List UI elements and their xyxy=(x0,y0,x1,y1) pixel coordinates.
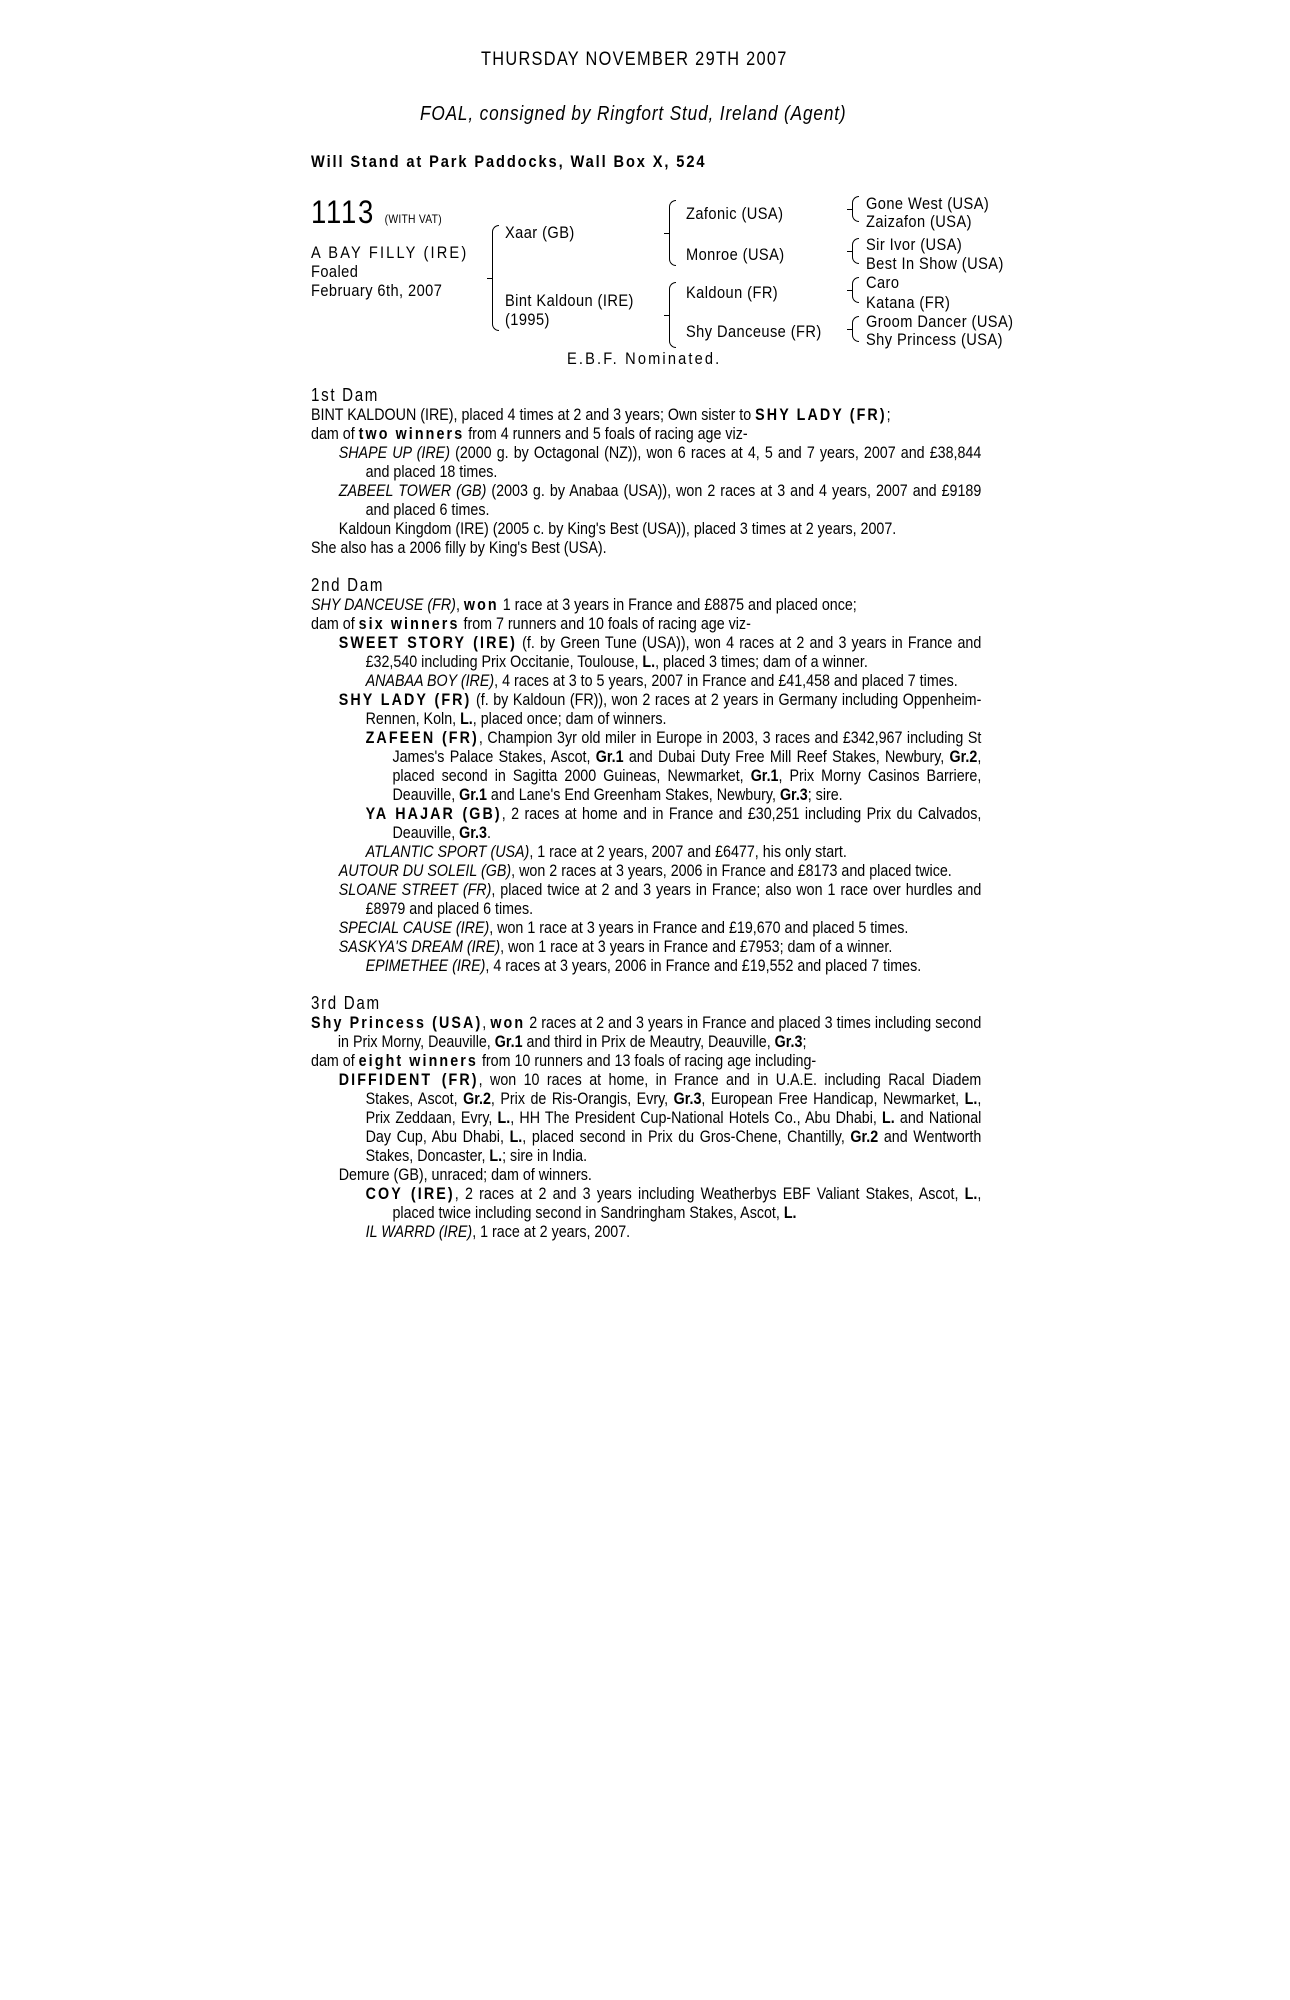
produce-anabaa-boy: ANABAA BOY (IRE), 4 races at 3 to 5 years, 2007 in France and £41,458 and placed 7 times. xyxy=(365,671,958,690)
pedigree-sire-dam: Monroe (USA) xyxy=(686,245,785,264)
pedigree-sire: Xaar (GB) xyxy=(505,223,575,242)
foaled-date: February 6th, 2007 xyxy=(311,281,443,300)
pedigree-ssd: Zaizafon (USA) xyxy=(866,212,972,231)
produce-record xyxy=(311,386,981,1241)
second-dam-heading: 2nd Dam xyxy=(311,575,385,595)
pedigree-sss: Gone West (USA) xyxy=(866,194,990,213)
second-dam-summary: dam of six winners from 7 runners and 10 foals of racing age viz- xyxy=(311,614,751,633)
produce-ya-hajar: YA HAJAR (GB), 2 races at home and in France and £30,251 including Prix du Calvados, Deauville, Gr.3. xyxy=(365,804,982,842)
produce-coy: COY (IRE), 2 races at 2 and 3 years including Weatherbys EBF Valiant Stakes, Ascot, L., placed twice including second in Sandringham Stakes, Ascot, L. xyxy=(365,1184,982,1222)
produce-shape-up: SHAPE UP (IRE) (2000 g. by Octagonal (NZ)), won 6 races at 4, 5 and 7 years, 2007 and £38,844 and placed 18 times. xyxy=(338,443,982,481)
pedigree-brace-ds xyxy=(852,277,859,303)
stand-line: Will Stand at Park Paddocks, Wall Box X, 524 xyxy=(311,152,707,171)
third-dam-summary: dam of eight winners from 10 runners and 13 foals of racing age including- xyxy=(311,1051,817,1070)
pedigree-dam-dam: Shy Danceuse (FR) xyxy=(686,322,822,341)
produce-autour-du-soleil: AUTOUR DU SOLEIL (GB), won 2 races at 3 years, 2006 in France and £8173 and placed twice. xyxy=(338,861,952,880)
pedigree-sdd: Best In Show (USA) xyxy=(866,254,1004,273)
pedigree-dds: Groom Dancer (USA) xyxy=(866,312,1014,331)
produce-zabeel-tower: ZABEEL TOWER (GB) (2003 g. by Anabaa (USA)), won 2 races at 3 and 4 years, 2007 and £9189 and placed 6 times. xyxy=(338,481,982,519)
third-dam-heading: 3rd Dam xyxy=(311,993,381,1013)
produce-il-warrd: IL WARRD (IRE), 1 race at 2 years, 2007. xyxy=(365,1222,631,1241)
pedigree-sds: Sir Ivor (USA) xyxy=(866,235,963,254)
pedigree-brace-main xyxy=(492,225,499,331)
produce-saskyas-dream: SASKYA'S DREAM (IRE), won 1 race at 3 years in France and £7953; dam of a winner. xyxy=(338,937,893,956)
produce-kaldoun-kingdom: Kaldoun Kingdom (IRE) (2005 c. by King's Best (USA)), placed 3 times at 2 years, 2007. xyxy=(338,519,897,538)
pedigree-dam-year: (1995) xyxy=(505,310,550,329)
pedigree-brace-ss xyxy=(852,196,859,222)
first-dam-line: BINT KALDOUN (IRE), placed 4 times at 2 and 3 years; Own sister to SHY LADY (FR); xyxy=(311,405,891,424)
second-dam-line: SHY DANCEUSE (FR), won 1 race at 3 years in France and £8875 and placed once; xyxy=(311,595,857,614)
pedigree-brace-dd xyxy=(852,316,859,342)
first-dam-heading: 1st Dam xyxy=(311,385,380,405)
vat-note: (WITH VAT) xyxy=(384,212,442,226)
lot-number-value: 1113 xyxy=(311,194,376,230)
ebf-nominated: E.B.F. Nominated. xyxy=(567,349,722,368)
lot-name: A BAY FILLY (IRE) xyxy=(311,243,469,262)
produce-epimethee: EPIMETHEE (IRE), 4 races at 3 years, 2006 in France and £19,552 and placed 7 times. xyxy=(365,956,922,975)
pedigree-brace-sire xyxy=(669,200,676,266)
foaled-label: Foaled xyxy=(311,262,359,281)
produce-shy-lady: SHY LADY (FR) (f. by Kaldoun (FR)), won 2 races at 2 years in Germany including Oppenheim-Rennen, Koln, L., placed once; dam of winners. xyxy=(338,690,982,728)
produce-2006-filly: She also has a 2006 filly by King's Best (USA). xyxy=(311,538,607,557)
produce-atlantic-sport: ATLANTIC SPORT (USA), 1 race at 2 years, 2007 and £6477, his only start. xyxy=(365,842,847,861)
pedigree-ddd: Shy Princess (USA) xyxy=(866,330,1003,349)
third-dam-line: Shy Princess (USA), won 2 races at 2 and 3 years in France and placed 3 times including second in Prix Morny, Deauville, Gr.1 and third in Prix de Meautry, Deauville, Gr.3; xyxy=(311,1013,982,1051)
consignor-line: FOAL, consigned by Ringfort Stud, Ireland (Agent) xyxy=(420,103,847,125)
produce-sloane-street: SLOANE STREET (FR), placed twice at 2 and 3 years in France; also won 1 race over hurdles and £8979 and placed 6 times. xyxy=(338,880,982,918)
lot-number xyxy=(311,194,442,231)
produce-demure: Demure (GB), unraced; dam of winners. xyxy=(338,1165,592,1184)
produce-diffident: DIFFIDENT (FR), won 10 races at home, in France and in U.A.E. including Racal Diadem Stakes, Ascot, Gr.2, Prix de Ris-Orangis, Evry, Gr.3, European Free Handicap, Newmarket, L., Prix Zeddaan, Evry, L., HH The President Cup-National Hotels Co., Abu Dhabi, L. and National Day Cup, Abu Dhabi, L., placed second in Prix du Gros-Chene, Chantilly, Gr.2 and Wentworth Stakes, Doncaster, L.; sire in India. xyxy=(338,1070,982,1165)
produce-special-cause: SPECIAL CAUSE (IRE), won 1 race at 3 years in France and £19,670 and placed 5 times. xyxy=(338,918,909,937)
produce-zafeen: ZAFEEN (FR), Champion 3yr old miler in Europe in 2003, 3 races and £342,967 including St James's Palace Stakes, Ascot, Gr.1 and Dubai Duty Free Mill Reef Stakes, Newbury, Gr.2, placed second in Sagitta 2000 Guineas, Newmarket, Gr.1, Prix Morny Casinos Barriere, Deauville, Gr.1 and Lane's End Greenham Stakes, Newbury, Gr.3; sire. xyxy=(365,728,982,804)
pedigree-dam: Bint Kaldoun (IRE) xyxy=(505,291,634,310)
pedigree-brace-dam xyxy=(669,282,676,348)
pedigree-dsd: Katana (FR) xyxy=(866,293,951,312)
pedigree-brace-sd xyxy=(852,238,859,264)
sale-date: THURSDAY NOVEMBER 29TH 2007 xyxy=(481,49,788,70)
first-dam-summary: dam of two winners from 4 runners and 5 foals of racing age viz- xyxy=(311,424,748,443)
pedigree-dss: Caro xyxy=(866,273,900,292)
produce-sweet-story: SWEET STORY (IRE) (f. by Green Tune (USA)), won 4 races at 2 and 3 years in France and £32,540 including Prix Occitanie, Toulouse, L., placed 3 times; dam of a winner. xyxy=(338,633,982,671)
pedigree-sire-sire: Zafonic (USA) xyxy=(686,204,784,223)
pedigree-dam-sire: Kaldoun (FR) xyxy=(686,283,779,302)
